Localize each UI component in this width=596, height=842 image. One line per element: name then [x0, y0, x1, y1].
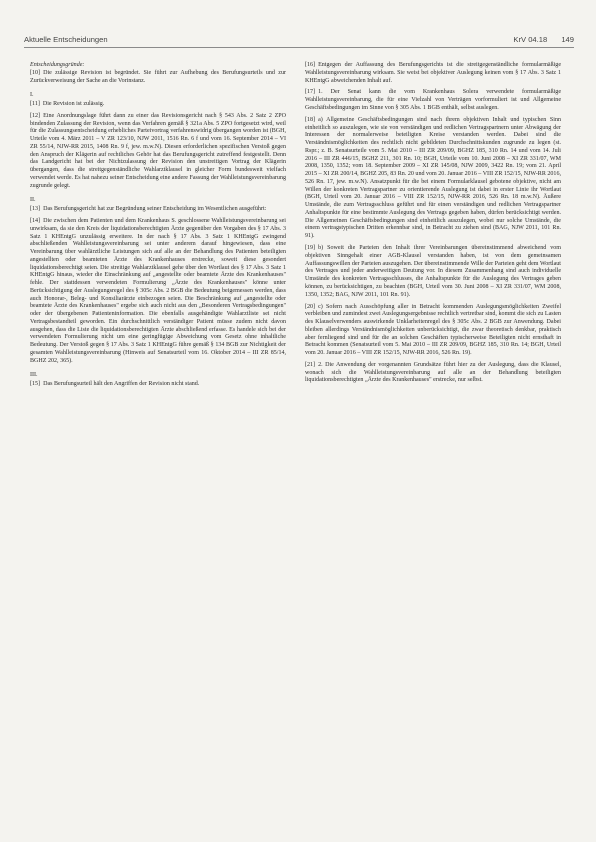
paragraph — [30, 381, 286, 389]
paragraph-number: [11] — [30, 101, 40, 107]
journal-info — [501, 35, 574, 44]
paragraph-text: Die zulässige Revision ist begründet. Sie führt zur Aufhebung des Berufungsurteils und zur Zurückverweisung der Sache an die Vorinstanz. — [30, 69, 286, 84]
paragraph-number: [16] — [305, 62, 316, 68]
paragraph-text: Die zwischen dem Patienten und dem Krankenhaus S. geschlossene Wahlleistungsvereinbarung sei unwirksam, da sie den Kreis der liquidationsberechtigten Ärzte gegenüber den Vorgaben des § 17 Abs. 3 Satz 1 KHEntgG unzulässig erweitere. In der nach § 17 Abs. 3 Satz 1 KHEntgG zwingend abschließenden Wahlleistungsvereinbarung sei unter anderem darauf hingewiesen, dass eine Vereinbarung über wahlärztliche Leistungen sich auf alle an der Behandlung des Patienten beteiligten angestellten oder beamteten Ärzte des Krankenhauses erstrecke, soweit diese gesondert liquidationsberechtigt seien. Die streitige Wahlarztklausel gehe über den Wortlaut des § 17 Abs. 3 Satz 1 KHEntgG hinaus, wieder die Einschränkung auf „angestellte oder beamtete Ärzte des Krankenhauses" fehle. Der stattdessen verwendeten Formulierung „Ärzte des Krankenhauses" könne unter Berücksichtigung der Auslegungsregel des § 305c Abs. 2 BGB die Bedeutung beigemessen werden, dass auch Honorar-, Beleg- und Konsiliarärzte einbezogen seien. Die Beschränkung auf „angestellte oder beamtete Ärzte des Krankenhauses" ergebe sich auch nicht aus den „Besonderen Vertragsbedingungen" oder der übergebenen Patienteninformation. Die ebenfalls ausgehändigte Wahlarztliste sei nicht Vertragsbestandteil geworden. Ein durchschnittlich verständiger Patient müsse zudem nicht davon ausgehen, dass die Liste die liquidationsberechtigten Ärzte abschließend erfasse. Es handele sich bei der verwendeten Formulierung nicht um eine geringfügige Abweichung vom Gesetz ohne inhaltliche Bedeutung. Der Verstoß gegen § 17 Abs. 3 Satz 1 KHEntgG führe gemäß § 134 BGB zur Nichtigkeit der gesamten Wahlleistungsvereinbarung (Hinweis auf Senatsurteil vom 16. Oktober 2014 – III ZR 85/14, BGHZ 202, 365). — [30, 218, 286, 364]
paragraph-number: [15] — [30, 381, 41, 388]
paragraph — [30, 113, 286, 191]
section-heading: III. — [30, 372, 38, 379]
paragraph-text: Die Revision ist zulässig. — [42, 101, 105, 107]
paragraph-number: [21] — [305, 361, 316, 368]
paragraph-text: Eine Anordnungslage führt dann zu einer das Revisionsgericht nach § 543 Abs. 2 Satz 2 ZPO bindenden Zulassung der Revision, wenn das Verfahren gemäß § 321a Abs. 5 ZPO fortgesetzt wird, weil für die Zulassungsentscheidung erhebliches Parteivortrag verfahrenswidrig übergangen worden ist (BGH, Urteile vom 4. März 2011 – V ZR 123/10, NJW 2011, 1516 Rn. 6 f und vom 16. September 2014 – VI ZR 55/14, NJW-RR 2015, 1408 Rn. 9 f, jew. m.w.N). Diesen erforderlichen spezifischen Verstoß gegen den Anspruch der Klägerin auf rechtliches Gehör hat das Berufungsgericht zutreffend festgestellt. Denn das Landgericht hat bei der Nichtzulassung der Revision den unstreitigen Vortrag der Klägerin übergangen, dass die streitgegenständliche Wahlarztklausel in gleicher Form bundesweit vielfach verwendet werde. Es hat nahezu seiner Entscheidung eine andere Fassung der Wahlleistungsvereinbarung zugrunde gelegt. — [30, 112, 286, 189]
section-heading: I. — [30, 92, 34, 99]
paragraph-number: [14] — [30, 218, 41, 225]
paragraph — [305, 89, 561, 112]
paragraph-number: [12] — [30, 112, 41, 119]
paragraph — [30, 206, 286, 214]
paragraph-text: Entgegen der Auffassung des Berufungsgerichts ist die streitgegenständliche formularmäßige Wahlleistungsvereinbarung wirksam. Sie weist bei objektiver Auslegung keinen vom § 17 Abs. 3 Satz 1 KHEntgG abweichenden Inhalt auf. — [305, 62, 561, 84]
paragraph-number: [10] — [30, 69, 41, 76]
paragraph-text: Das Berufungsurteil hält den Angriffen der Revision nicht stand. — [43, 381, 200, 388]
paragraph — [305, 245, 561, 299]
journal-issue: KrV 04.18 — [513, 35, 548, 44]
paragraph-number: [20] — [305, 303, 316, 310]
paragraph — [30, 70, 286, 86]
paragraph-text: Das Berufungsgericht hat zur Begründung seiner Entscheidung im Wesentlichen ausgeführt: — [43, 206, 267, 213]
right-column — [305, 62, 561, 389]
section-title: Aktuelle Entscheidungen — [24, 35, 108, 44]
running-header — [24, 33, 574, 48]
paragraph-number: [13] — [30, 206, 41, 213]
paragraph-text: b) Soweit die Parteien den Inhalt ihrer Vereinbarungen übereinstimmend abweichend vom objektiven Sinngehalt einer AGB-Klausel verstanden haben, ist von dem gemeinsamen Auffassungswillen der Parteien auszugehen. Der übereinstimmende Wille der Parteien geht dem Wortlaut des Vertrages und jeder anderweitigen Deutung vor. In diesem Zusammenhang sind auch individuelle Umstände des konkreten Vertragsschlusses, die Anhaltspunkte für die Auslegung des Vertrages geben können, zu berücksichtigen, zu beachten (BGH, Urteil vom 30. Juni 2008 – XI ZR 331/07, WM 2008, 1350, 1352; BAG, NJW 2011, 101 Rn. 91). — [305, 245, 561, 298]
paragraph-text: 2. Die Anwendung der vorgenannten Grundsätze führt hier zu der Auslegung, dass die Klausel, wonach sich die Wahlleistungsvereinbarung auf alle an der Behandlung beteiligten liquidationsberechtigten „Ärzte des Krankenhauses" erstrecke, nur selbst. — [305, 361, 561, 384]
paragraph-text: c) Sofern nach Ausschöpfung aller in Betracht kommenden Auslegungsmöglichkeiten Zweifel verbleiben und zumindest zwei Auslegungsergebnisse rechtlich vertretbar sind, kommt die sich zu Lasten des Klauselverwenders auswirkende Unklarheitenregel des § 305c Abs. 2 BGB zur Anwendung. Dabei bleiben allerdings Verständnismöglichkeiten unberücksichtigt, die zwar theoretisch denkbar, praktisch aber fernliegend sind und für die an solchen Geschäften typischerweise Beteiligten nicht ernsthaft in Betracht kommen (Senatsurteil vom 5. Mai 2010 – III ZR 209/09, BGHZ 185, 310 Rn. 14; BGH, Urteil vom 20. Januar 2016 – VIII ZR 152/15, NJW-RR 2016, 526 Rn. 19). — [305, 303, 561, 356]
page-number: 149 — [561, 35, 574, 44]
subheading: Entscheidungsgründe: — [30, 62, 85, 68]
paragraph-number: [17] — [305, 89, 316, 96]
left-column — [30, 62, 286, 393]
section-heading: II. — [30, 197, 36, 204]
paragraph-number: [18] — [305, 116, 316, 123]
paragraph-text: a) Allgemeine Geschäftsbedingungen sind nach ihrem objektiven Inhalt und typischen Sinn einheitlich so auszulegen, wie sie von verständigen und redlichen Vertragspartnern unter Abwägung der Interessen der normalerweise beteiligten Kreise verstanden werden. Dabei sind die Verständnismöglichkeiten des rechtlich nicht gebildeten Durchschnittskunden zugrunde zu legen (st. Rspr.; z. B. Senatsurteile vom 5. Mai 2010 – III ZR 209/09, BGHZ 185, 310 Rn. 14 und vom 14. Juli 2016 – III ZR 446/15, BGHZ 211, 301 Rn. 10; BGH, Urteile vom 10. Juni 2008 – XI ZR 331/07, WM 2008, 1350, 1352; vom 18. September 2009 – XI ZR 145/08, NJW 2009, 3422 Rn. 19; vom 21. April 2015 – XI ZR 200/14, BGHZ 205, 83 Rn. 20 und vom 20. Januar 2016 – VIII ZR 152/15, NJW-RR 2016, 526 Rn. 17, jew. m.w.N). Ansatzpunkt für die bei einem Formularklausel gebotene objektive, nicht am Willen der konkreten Vertragspartner zu orientierende Auslegung ist dabei in erster Linie ihr Wortlaut (BGH, Urteil vom 20. Januar 2016 – VIII ZR 152/15, NJW-RR 2016, 526 Rn. 18 m.w.N). Äußere Umstände, die zum Vertragsschluss geführt und für einen verständigen und redlichen Vertragspartner Anhaltspunkte für eine bestimmte Auslegung des Vertrags gegeben haben, dürfen berücksichtigt werden. Die Allgemeinen Geschäftsbedingungen sind einheitlich auszulegen, wobei nur solche Umstände, die einem vertragstypischen Dritten erkennbar sind, in Betracht zu ziehen sind (BAG, NJW 2011, 101 Rn. 91). — [305, 116, 561, 240]
paragraph-text: 1. Der Senat kann die vom Krankenhaus Solera verwendete formularmäßige Wahlleistungsvereinbarung, die für eine Vielzahl von Verträgen vorformuliert ist und Allgemeine Geschäftsbedingungen im Sinne von § 305 Abs. 1 BGB enthält, selbst auslegen. — [305, 89, 561, 111]
paragraph — [305, 117, 561, 241]
paragraph — [30, 101, 286, 109]
paragraph — [305, 62, 561, 85]
paragraph — [305, 304, 561, 358]
paragraph — [305, 362, 561, 385]
paragraph — [30, 218, 286, 365]
paragraph-number: [19] — [305, 245, 316, 252]
